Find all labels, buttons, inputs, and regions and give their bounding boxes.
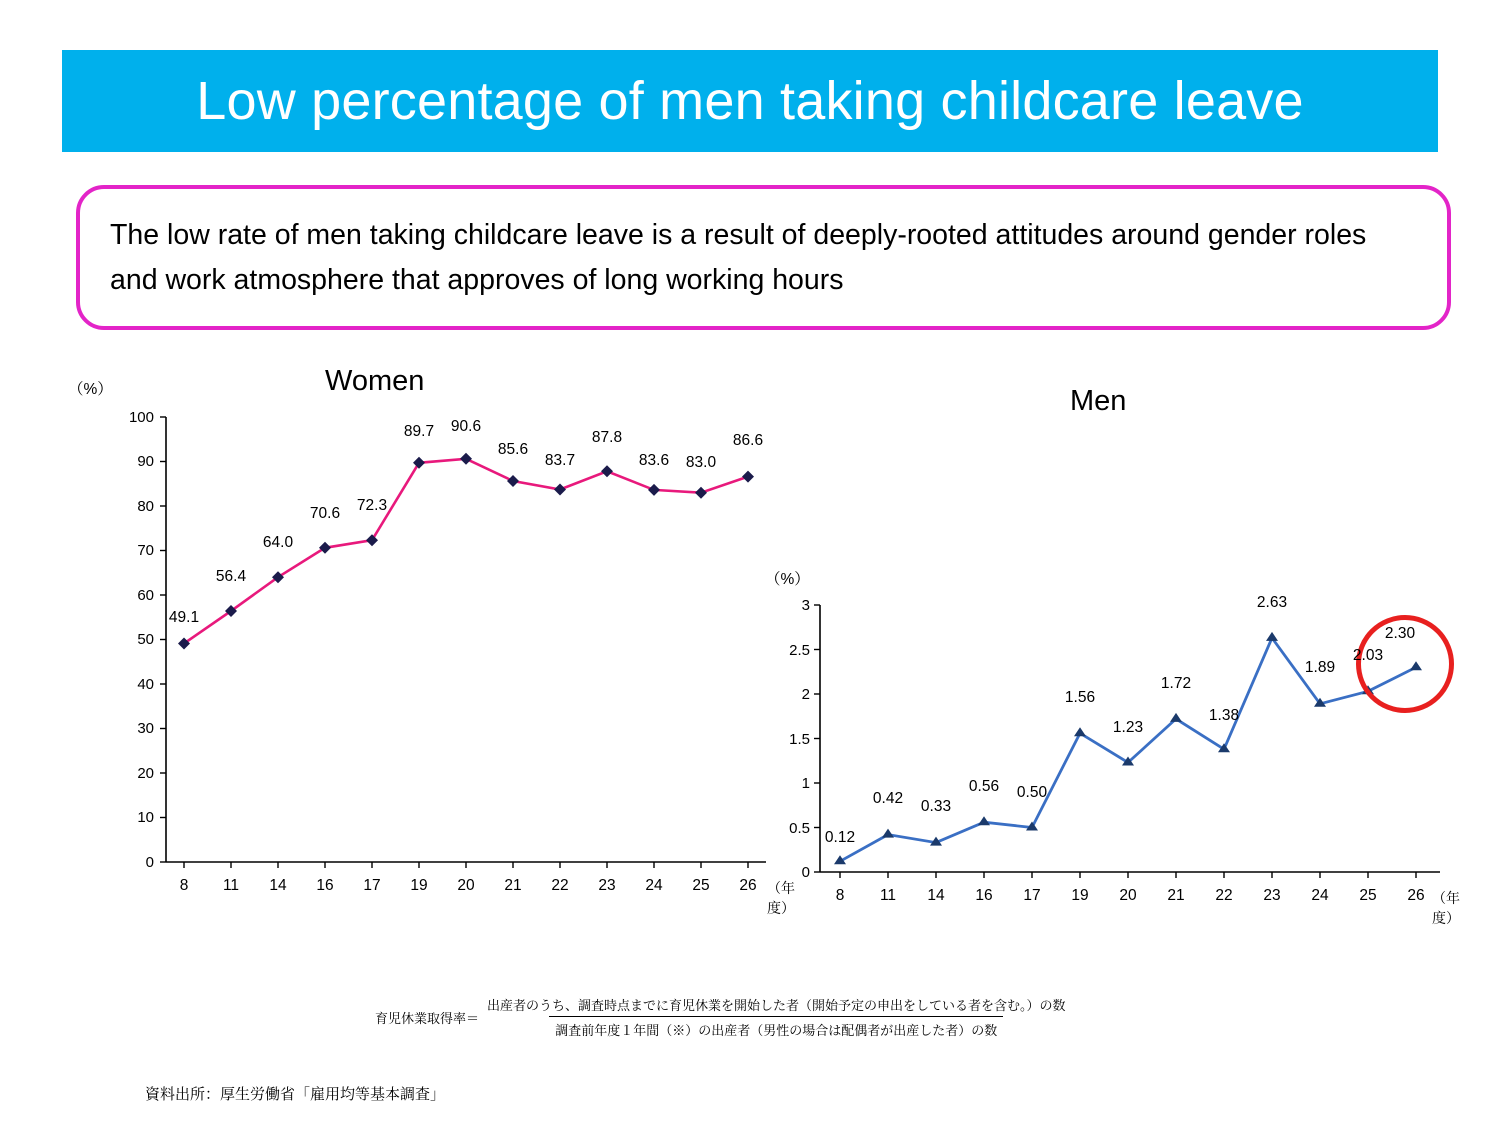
chart-men-title: Men <box>1070 385 1127 417</box>
x-tick-women-8: 22 <box>551 877 569 894</box>
x-axis-unit-women: （年度） <box>767 880 795 916</box>
data-label-men-2: 0.33 <box>920 798 952 815</box>
x-tick-women-5: 19 <box>410 877 428 894</box>
data-label-men-12: 2.30 <box>1384 625 1416 642</box>
data-label-women-6: 90.6 <box>450 418 482 435</box>
x-tick-men-10: 24 <box>1311 887 1329 904</box>
y-tick-women-90: 90 <box>137 453 154 470</box>
data-label-men-5: 1.56 <box>1064 689 1096 706</box>
formula-lhs: 育児休業取得率＝ <box>375 1010 480 1026</box>
x-tick-women-11: 25 <box>692 877 710 894</box>
data-label-women-11: 83.0 <box>685 454 717 471</box>
x-tick-women-12: 26 <box>739 877 757 894</box>
y-tick-women-10: 10 <box>137 809 154 826</box>
data-label-women-8: 83.7 <box>544 452 576 469</box>
source-note: 資料出所：厚生労働省「雇用均等基本調査」 <box>145 1086 446 1103</box>
data-label-women-10: 83.6 <box>638 452 670 469</box>
x-tick-women-0: 8 <box>179 877 189 894</box>
data-label-men-3: 0.56 <box>968 778 1000 795</box>
y-tick-men-3: 3 <box>801 597 810 614</box>
callout-text: The low rate of men taking childcare leave is a result of deeply-rooted attitudes around gender roles and work atmosphere that approves of long working hours <box>110 219 1367 296</box>
data-label-women-12: 86.6 <box>732 432 764 449</box>
data-label-women-4: 72.3 <box>356 497 388 514</box>
y-tick-women-20: 20 <box>137 765 154 782</box>
data-label-men-9: 2.63 <box>1256 594 1288 611</box>
y-tick-men-1.5: 1.5 <box>789 731 810 748</box>
data-label-men-6: 1.23 <box>1112 719 1144 736</box>
data-label-men-1: 0.42 <box>872 790 904 807</box>
x-tick-men-2: 14 <box>927 887 945 904</box>
data-label-men-4: 0.50 <box>1016 784 1048 801</box>
x-tick-men-12: 26 <box>1407 887 1425 904</box>
y-tick-women-50: 50 <box>137 631 154 648</box>
x-tick-women-10: 24 <box>645 877 663 894</box>
y-tick-men-2.5: 2.5 <box>789 642 810 659</box>
x-tick-men-1: 11 <box>879 887 897 904</box>
x-tick-men-11: 25 <box>1359 887 1377 904</box>
x-tick-men-3: 16 <box>975 887 993 904</box>
y-tick-women-60: 60 <box>137 587 154 604</box>
formula-note <box>375 995 1072 1039</box>
chart-men-unit: （%） <box>765 571 810 588</box>
callout-box <box>76 185 1451 330</box>
y-tick-women-100: 100 <box>128 409 154 426</box>
x-tick-men-0: 8 <box>835 887 845 904</box>
x-tick-women-7: 21 <box>504 877 522 894</box>
formula-numerator: 出産者のうち、調査時点までに育児休業を開始した者（開始予定の申出をしている者を含む。）の数 <box>487 998 1066 1013</box>
data-label-women-5: 89.7 <box>403 423 435 440</box>
x-tick-women-6: 20 <box>457 877 475 894</box>
data-label-women-3: 70.6 <box>309 505 341 522</box>
formula-denominator: 調査前年度１年間（※）の出産者（男性の場合は配偶者が出産した者）の数 <box>549 1016 1003 1039</box>
data-label-women-7: 85.6 <box>497 441 529 458</box>
x-axis-unit-men: （年度） <box>1432 890 1460 926</box>
y-tick-women-80: 80 <box>137 498 154 515</box>
x-tick-women-4: 17 <box>363 877 381 894</box>
chart-women-plot <box>60 365 780 905</box>
x-tick-women-9: 23 <box>598 877 616 894</box>
page-title: Low percentage of men taking childcare leave <box>196 71 1304 131</box>
data-label-women-9: 87.8 <box>591 429 623 446</box>
x-tick-women-1: 11 <box>222 877 240 894</box>
y-tick-men-0.5: 0.5 <box>789 820 810 837</box>
y-tick-women-40: 40 <box>137 676 154 693</box>
y-tick-men-0: 0 <box>801 864 810 881</box>
y-tick-women-0: 0 <box>145 854 154 871</box>
data-label-women-2: 64.0 <box>262 534 294 551</box>
x-tick-men-6: 20 <box>1119 887 1137 904</box>
x-tick-men-8: 22 <box>1215 887 1233 904</box>
x-tick-men-5: 19 <box>1071 887 1089 904</box>
chart-women-unit: （%） <box>68 381 113 398</box>
y-tick-women-70: 70 <box>137 542 154 559</box>
data-label-women-0: 49.1 <box>168 609 200 626</box>
x-tick-women-3: 16 <box>316 877 334 894</box>
data-label-men-11: 2.03 <box>1352 647 1384 664</box>
x-tick-men-9: 23 <box>1263 887 1281 904</box>
data-label-men-8: 1.38 <box>1208 707 1240 724</box>
x-tick-men-7: 21 <box>1167 887 1185 904</box>
data-label-men-0: 0.12 <box>824 829 856 846</box>
chart-women-title: Women <box>325 365 425 397</box>
data-label-women-1: 56.4 <box>215 568 247 585</box>
data-label-men-7: 1.72 <box>1160 675 1192 692</box>
y-tick-men-2: 2 <box>801 686 810 703</box>
y-tick-women-30: 30 <box>137 720 154 737</box>
chart-men <box>740 385 1460 926</box>
chart-women <box>60 365 795 916</box>
slide-title-banner <box>62 50 1438 152</box>
y-tick-men-1: 1 <box>801 775 810 792</box>
data-label-men-10: 1.89 <box>1304 659 1336 676</box>
x-tick-men-4: 17 <box>1023 887 1041 904</box>
x-tick-women-2: 14 <box>269 877 287 894</box>
